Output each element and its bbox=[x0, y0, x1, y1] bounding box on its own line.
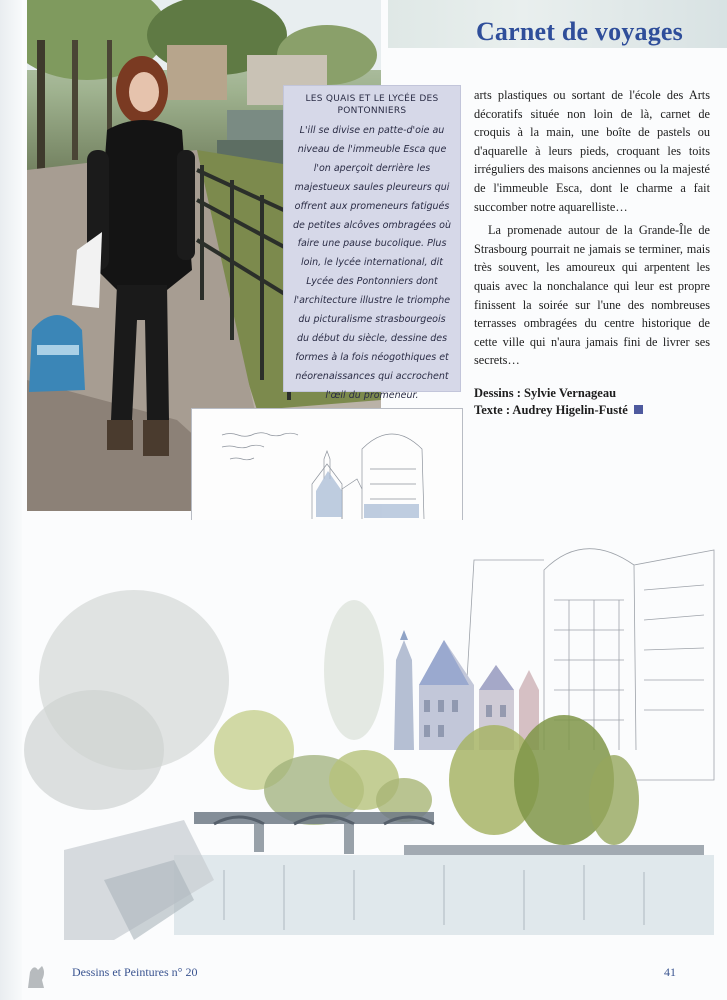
section-title: Carnet de voyages bbox=[475, 17, 683, 46]
watercolor-painting bbox=[24, 520, 727, 950]
caption-text: L'ill se divise en patte-d'oie au niveau de l'immeuble Esca que l'on aperçoit derrière les majestueux saules pleureurs qui offrent aux promeneurs fatigués de petites alcôves ombragées où faire une pause bucolique. Plus loin, le lycée international, dit Lycée des Pontonniers dont l'architecture illustre le triomphe du picturalisme strasbourgeois du début du siècle, dessine des formes à la fois néogothiques et néorenaissances qui accrochent l'œil du promeneur. bbox=[293, 125, 451, 401]
article-paragraph-1: arts plastiques ou sortant de l'école des Arts décoratifs située non loin de là, carnet de croquis à la main, une boîte de pastels ou d'aquarelle à leurs pieds, croquant les toits irréguliers des maisons anciennes ou la majesté de l'immeuble Esca, dont le charme a fait succomber notre aquarelliste… bbox=[474, 88, 710, 214]
end-square-icon bbox=[634, 405, 643, 414]
credit-text: Texte : Audrey Higelin-Fusté bbox=[474, 403, 628, 417]
header-band bbox=[388, 0, 727, 48]
credit-text-line bbox=[474, 402, 714, 419]
caption-title: LES QUAIS ET LE LYCÉE DES PONTONNIERS bbox=[305, 94, 439, 116]
emblem-icon bbox=[24, 962, 48, 990]
article-body bbox=[474, 86, 710, 370]
article-paragraph-2: La promenade autour de la Grande-Île de Strasbourg pourrait ne jamais se terminer, mais très souvent, les amoureux qui arpentent les quais avec la nonchalance qui leur est propre finissent la soirée sur l'une des nombreuses terrasses ombragées du centre historique de cette ville qui n'aura jamais fini de livrer ses secrets… bbox=[474, 223, 710, 368]
caption-box bbox=[283, 85, 461, 401]
credits bbox=[474, 385, 714, 419]
page-binding-shadow bbox=[0, 0, 22, 1000]
credit-drawings: Dessins : Sylvie Vernageau bbox=[474, 386, 617, 400]
magazine-issue: Dessins et Peintures n° 20 bbox=[72, 965, 198, 979]
page-number: 41 bbox=[664, 965, 676, 979]
